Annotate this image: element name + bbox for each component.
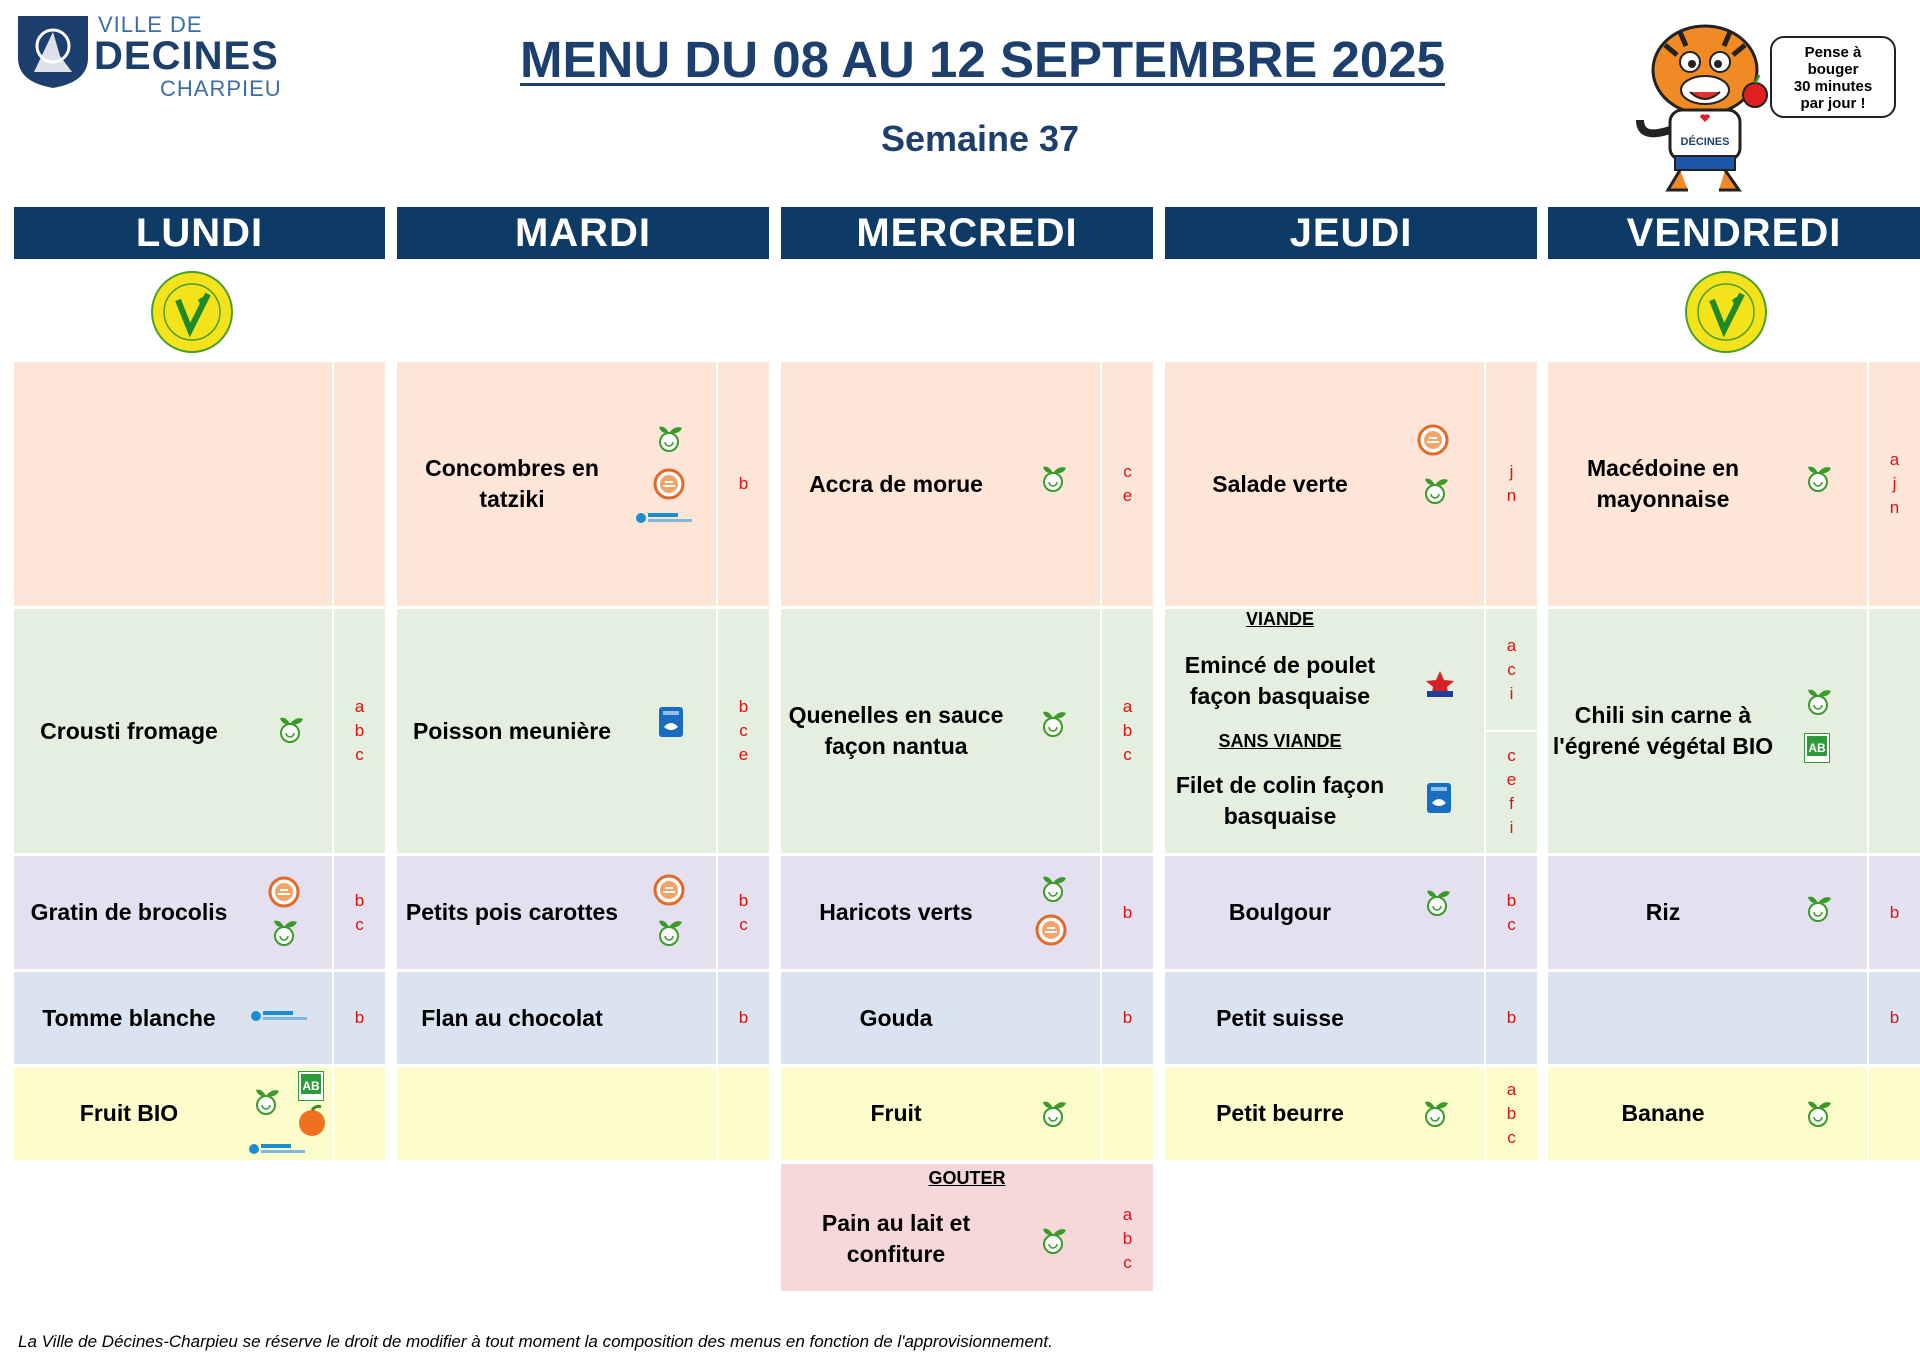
- bubble-line-2: bouger: [1807, 61, 1859, 78]
- mascot-shirt-text: DÉCINES: [1680, 136, 1730, 148]
- allergen-codes: a b c: [1122, 1205, 1133, 1272]
- mercredi-side-cell: [781, 856, 1153, 969]
- allergen-codes: b c: [738, 890, 749, 934]
- region-icon: [248, 1143, 308, 1157]
- logo-line-1: VILLE DE: [98, 12, 203, 37]
- allergen-codes: b c: [354, 890, 365, 934]
- homemade-icon: [653, 874, 687, 908]
- dish-name: Macédoine en mayonnaise: [1586, 455, 1740, 512]
- local-product-icon: [1039, 462, 1069, 494]
- allergen-codes: [1869, 1067, 1920, 1160]
- homemade-icon: [268, 876, 302, 910]
- dish-name: Haricots verts: [819, 899, 973, 925]
- dish-name: Crousti fromage: [40, 717, 218, 744]
- allergen-codes: a j n: [1889, 450, 1900, 517]
- allergen-codes: b c: [1506, 890, 1517, 934]
- local-product-icon: [1423, 886, 1453, 918]
- homemade-icon: [1035, 914, 1069, 948]
- no-meat-subtitle: SANS VIANDE: [1218, 731, 1342, 751]
- logo-line-3: CHARPIEU: [160, 76, 282, 101]
- local-product-icon: [1421, 1097, 1451, 1129]
- mercredi-dessert-cell: [781, 1067, 1153, 1160]
- vendredi-side-cell: [1548, 856, 1920, 969]
- jeudi-dairy-cell: [1165, 972, 1537, 1064]
- jeudi-main-cell: [1165, 609, 1537, 853]
- allergen-codes: [1869, 609, 1920, 853]
- dish-name: Petits pois carottes: [405, 899, 619, 925]
- mercredi-starter-cell: [781, 362, 1153, 606]
- dish-name: Boulgour: [1228, 899, 1332, 925]
- local-product-icon: [276, 713, 306, 745]
- dish-name: Salade verte: [1212, 470, 1348, 497]
- dish-name: Flan au chocolat: [421, 1004, 603, 1031]
- mardi-side-cell: [397, 856, 769, 969]
- dish-name: Quenelles en sauce façon nantua: [788, 702, 1004, 759]
- jeudi-starter-cell: [1165, 362, 1537, 606]
- local-product-icon: [655, 422, 685, 454]
- meat-subtitle: VIANDE: [1245, 609, 1314, 629]
- dish-name: Emincé de poulet façon basquaise: [1184, 652, 1376, 709]
- lundi-side-cell: [14, 856, 385, 969]
- allergen-codes: j n: [1506, 462, 1517, 505]
- dish-name: Pain au lait et confiture: [821, 1210, 971, 1267]
- allergen-codes: b: [1506, 1008, 1517, 1027]
- allergen-codes: b: [1889, 1008, 1900, 1027]
- allergen-codes: a c i: [1506, 636, 1517, 703]
- dish-name: Chili sin carne à l'égrené végétal BIO: [1552, 702, 1774, 759]
- allergen-codes: [718, 1067, 769, 1160]
- day-header-vendredi: VENDREDI: [1548, 207, 1920, 259]
- local-product-icon: [252, 1085, 282, 1117]
- mardi-starter-cell: [397, 362, 769, 606]
- allergen-codes: c e f i: [1506, 746, 1517, 837]
- lundi-dessert-cell: [14, 1067, 385, 1160]
- vendredi-dairy-cell: [1548, 972, 1920, 1064]
- vendredi-starter-cell: [1548, 362, 1920, 606]
- week-label: Semaine 37: [880, 118, 1080, 159]
- allergen-codes: b c e: [738, 697, 749, 764]
- disclaimer-footer: La Ville de Décines-Charpieu se réserve le droit de modifier à tout moment la composition des menus en fonction de l'approvisionnement.: [18, 1332, 1053, 1351]
- dish-name: Gratin de brocolis: [30, 899, 228, 925]
- day-header-lundi: LUNDI: [14, 207, 385, 259]
- fruit-label-icon: [296, 1105, 328, 1137]
- dish-name: Accra de morue: [809, 470, 983, 497]
- day-header-mercredi: MERCREDI: [781, 207, 1153, 259]
- local-product-icon: [1039, 1097, 1069, 1129]
- day-header-mardi: MARDI: [397, 207, 769, 259]
- dish-name: Gouda: [859, 1004, 933, 1031]
- lundi-main-cell: [14, 609, 385, 853]
- allergen-codes: b: [1122, 902, 1133, 922]
- dish-name: Petit suisse: [1216, 1004, 1344, 1031]
- region-icon: [635, 512, 695, 526]
- allergen-codes: b: [1889, 902, 1900, 922]
- local-product-icon: [1804, 1097, 1834, 1129]
- dish-name: [1548, 972, 1778, 1064]
- page-title: MENU DU 08 AU 12 SEPTEMBRE 2025: [520, 31, 1445, 88]
- allergen-codes: [334, 1067, 385, 1160]
- dish-name: [14, 362, 324, 606]
- homemade-icon: [653, 468, 687, 502]
- dish-name: [397, 1067, 627, 1160]
- allergen-codes: a b c: [354, 697, 365, 764]
- local-product-icon: [1039, 707, 1069, 739]
- vendredi-dessert-cell: [1548, 1067, 1920, 1160]
- allergen-codes: b: [1122, 1008, 1133, 1027]
- shield-icon: [14, 12, 92, 90]
- allergen-codes: c e: [1122, 462, 1133, 505]
- mercredi-dairy-cell: [781, 972, 1153, 1064]
- jeudi-side-cell: [1165, 856, 1537, 969]
- allergen-codes: a b c: [1506, 1079, 1517, 1147]
- msc-fish-icon: [1427, 783, 1451, 813]
- ab-organic-icon: [1804, 733, 1830, 763]
- dish-name: Filet de colin façon basquaise: [1175, 772, 1385, 829]
- lundi-starter-cell: [14, 362, 385, 606]
- ab-organic-icon: [298, 1071, 324, 1101]
- snack-title: GOUTER: [928, 1168, 1006, 1188]
- dish-name: Fruit: [870, 1100, 922, 1126]
- mardi-main-cell: [397, 609, 769, 853]
- local-product-icon: [1039, 872, 1069, 904]
- bubble-line-1: Pense à: [1804, 44, 1862, 61]
- local-product-icon: [1804, 892, 1834, 924]
- french-poultry-icon: [1425, 669, 1455, 699]
- dish-name: Banane: [1621, 1100, 1705, 1126]
- allergen-codes: [334, 362, 385, 606]
- bubble-line-3: 30 minutes: [1793, 78, 1873, 95]
- dish-name: Fruit BIO: [79, 1100, 179, 1126]
- dish-name: Petit beurre: [1216, 1100, 1344, 1126]
- local-product-icon: [655, 916, 685, 948]
- mercredi-snack-cell: [781, 1164, 1153, 1291]
- speech-bubble: [1770, 36, 1896, 118]
- lundi-dairy-cell: [14, 972, 385, 1064]
- local-product-icon: [1804, 685, 1834, 717]
- local-product-icon: [1804, 462, 1834, 494]
- logo-line-2: DECINES: [94, 34, 279, 78]
- vegetarian-label-icon: [150, 270, 234, 354]
- local-product-icon: [1039, 1224, 1069, 1256]
- dish-name: Tomme blanche: [42, 1004, 216, 1031]
- mercredi-main-cell: [781, 609, 1153, 853]
- allergen-codes: a b c: [1122, 697, 1133, 764]
- bubble-line-4: par jour !: [1800, 95, 1866, 112]
- homemade-icon: [1417, 424, 1451, 458]
- dish-name: Riz: [1645, 899, 1681, 925]
- jeudi-dessert-cell: [1165, 1067, 1537, 1160]
- allergen-codes: b: [354, 1008, 365, 1027]
- dish-name: Concombres en tatziki: [425, 455, 599, 512]
- allergen-codes: [1102, 1067, 1153, 1160]
- day-header-jeudi: JEUDI: [1165, 207, 1537, 259]
- mardi-dessert-cell: [397, 1067, 769, 1160]
- dish-name: Poisson meunière: [412, 717, 612, 744]
- allergen-codes: b: [738, 1008, 749, 1027]
- mardi-dairy-cell: [397, 972, 769, 1064]
- allergen-codes: b: [738, 474, 749, 493]
- vendredi-main-cell: [1548, 609, 1920, 853]
- vegetarian-label-icon: [1684, 270, 1768, 354]
- local-product-icon: [1421, 474, 1451, 506]
- local-product-icon: [270, 916, 300, 948]
- msc-fish-icon: [659, 707, 683, 737]
- city-logo: [14, 12, 294, 101]
- region-icon: [250, 1010, 310, 1024]
